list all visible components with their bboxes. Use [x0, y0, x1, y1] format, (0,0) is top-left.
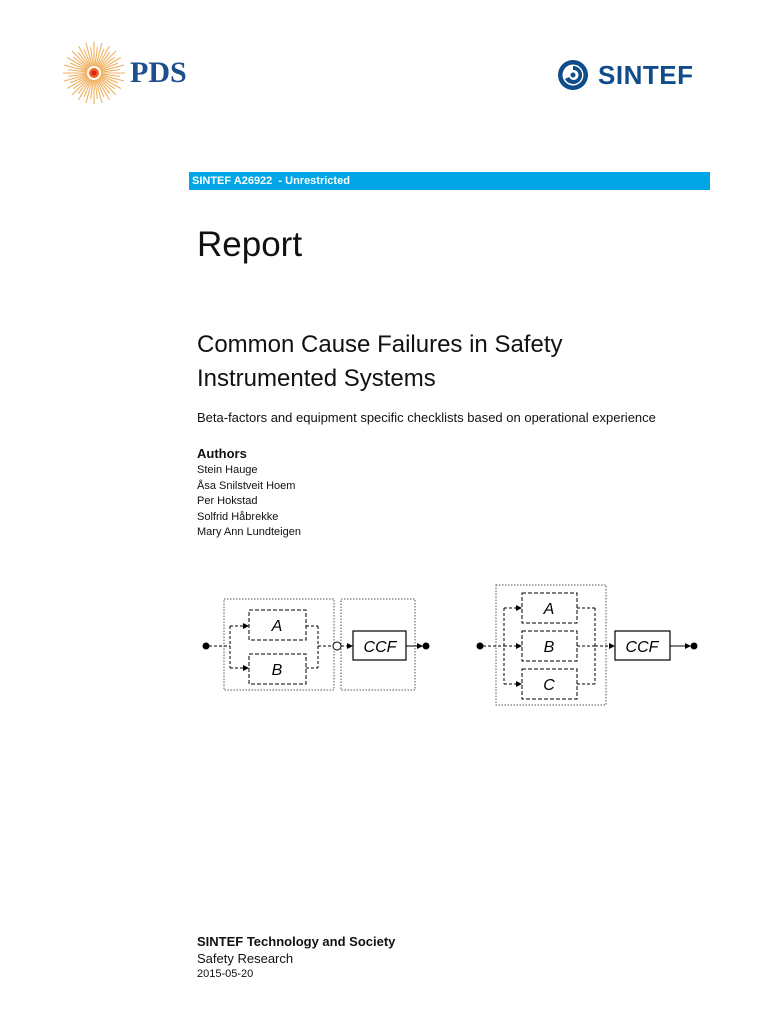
- organization-name: SINTEF Technology and Society: [197, 934, 396, 949]
- author-name: Mary Ann Lundteigen: [197, 526, 301, 538]
- author-name: Åsa Snilstveit Hoem: [197, 479, 296, 492]
- input-node: [203, 643, 210, 650]
- ccf-diagram-3-components: [470, 580, 710, 710]
- pds-logo: [60, 40, 210, 106]
- authors-heading: Authors: [197, 446, 247, 461]
- ccf-diagram-2-components: [196, 590, 436, 702]
- block-a-label: A: [271, 618, 283, 635]
- ccf-label: CCF: [363, 639, 397, 656]
- department-name: Safety Research: [197, 951, 294, 966]
- report-date: 2015-05-20: [197, 968, 254, 980]
- block-b-label: B: [271, 662, 283, 679]
- author-name: Solfrid Håbrekke: [197, 510, 279, 523]
- output-node: [423, 643, 430, 650]
- document-type: Report: [197, 225, 303, 264]
- sintef-logo: [556, 58, 726, 98]
- input-node: [477, 643, 484, 650]
- block-a-label: A: [543, 601, 555, 618]
- output-node: [691, 643, 698, 650]
- author-name: Per Hokstad: [197, 495, 258, 507]
- classification-banner: SINTEF A26922 - Unrestricted: [189, 172, 710, 190]
- block-c-label: C: [543, 677, 555, 694]
- report-title: Common Cause Failures in Safety Instrumented Systems: [197, 331, 563, 392]
- author-name: Stein Hauge: [197, 464, 258, 476]
- sintef-logo-text: SINTEF: [598, 60, 694, 90]
- pds-logo-text: PDS: [130, 56, 187, 89]
- block-b-label: B: [543, 639, 555, 656]
- sintef-emblem-icon: [556, 58, 592, 92]
- report-subtitle: Beta-factors and equipment specific checklists based on operational experience: [197, 410, 656, 425]
- junction-node: [333, 642, 341, 650]
- ccf-label: CCF: [625, 639, 659, 656]
- sunburst-icon: [60, 40, 130, 106]
- authors-list: [197, 463, 301, 541]
